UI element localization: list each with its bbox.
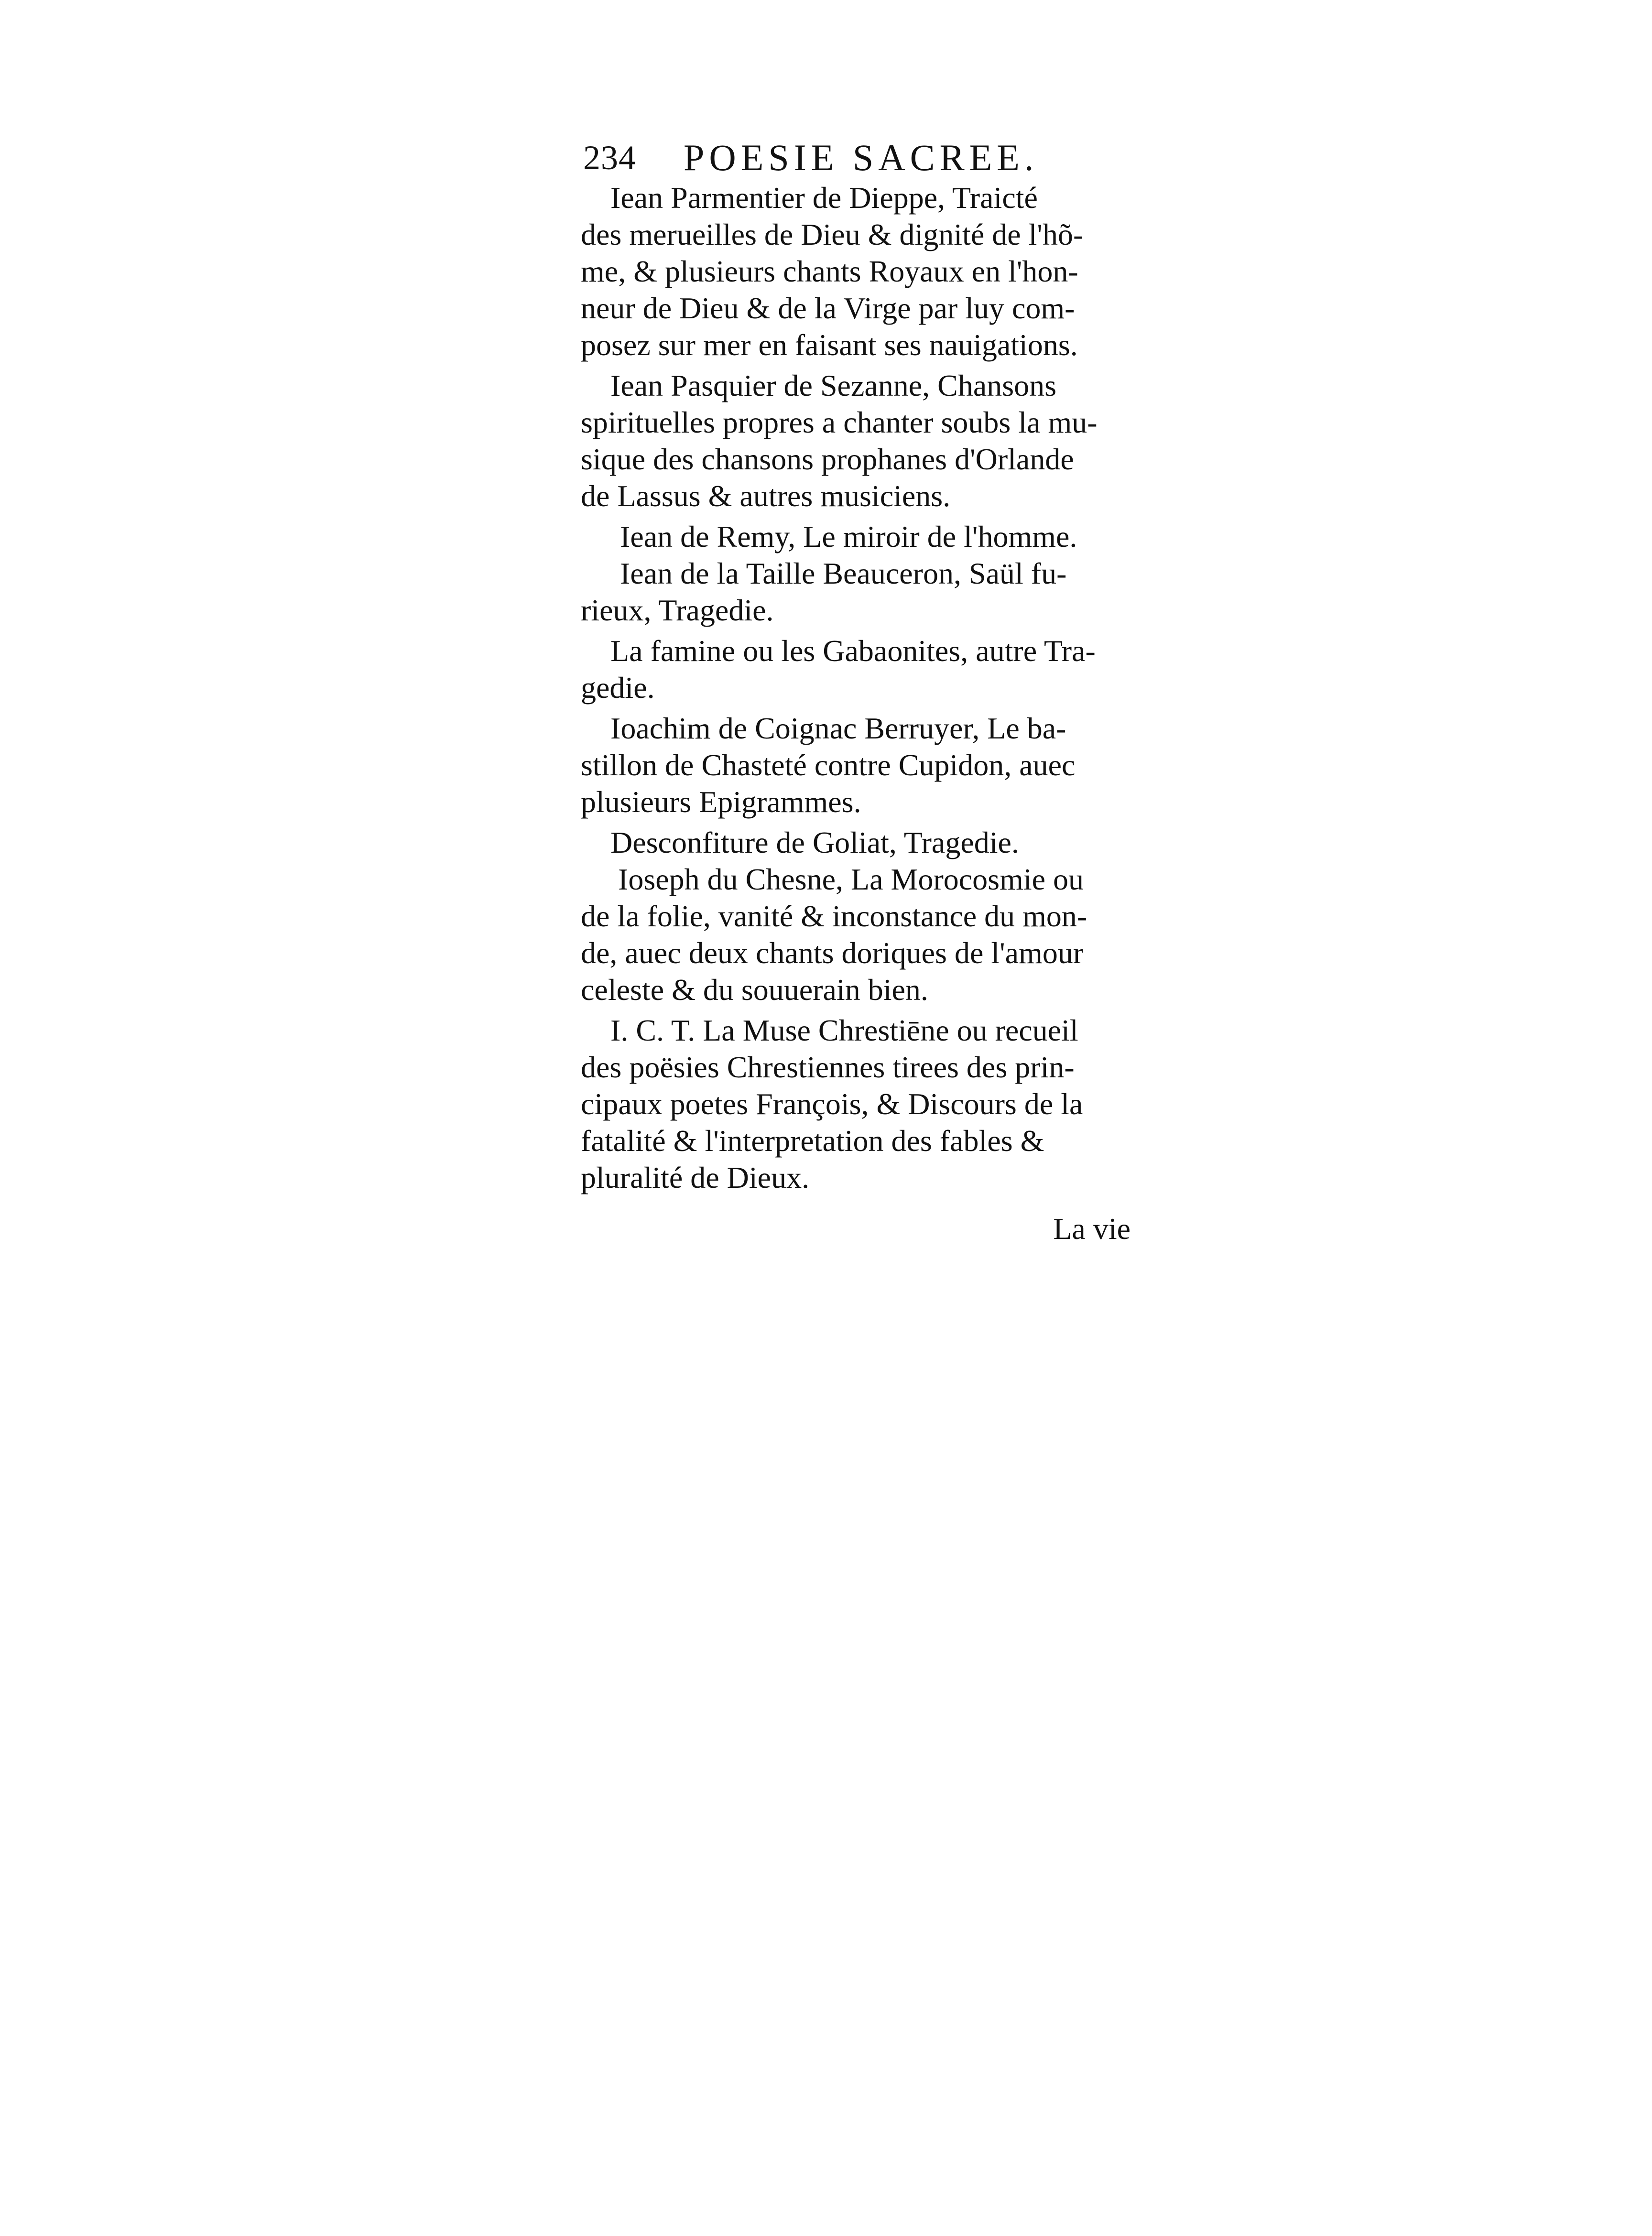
entry-line: sique des chansons prophanes d'Orlande <box>581 442 1074 476</box>
catalog-entry <box>581 555 1130 629</box>
entry-line: gedie. <box>581 671 655 705</box>
entry-line: plusieurs Epigrammes. <box>581 785 861 819</box>
entry-line: Iean de Remy, Le miroir de l'homme. <box>620 520 1077 554</box>
entry-line: pluralité de Dieux. <box>581 1161 810 1194</box>
entry-line: de la folie, vanité & inconstance du mon- <box>581 899 1087 933</box>
entry-line: Desconfiture de Goliat, Tragedie. <box>610 825 1019 859</box>
page-header <box>581 136 1130 179</box>
page-number: 234 <box>583 139 636 177</box>
entry-line: de, auec deux chants doriques de l'amour <box>581 936 1084 970</box>
entry-line: Ioachim de Coignac Berruyer, Le ba- <box>610 711 1066 745</box>
entry-line: Ioseph du Chesne, La Morocosmie ou <box>618 862 1084 896</box>
running-title: POESIE SACREE. <box>684 137 1039 178</box>
entry-line: de Lassus & autres musiciens. <box>581 479 951 513</box>
entry-line: cipaux poetes François, & Discours de la <box>581 1087 1083 1121</box>
catalog-entry <box>581 710 1130 820</box>
text-block <box>581 136 1130 1247</box>
catalog-entry <box>581 632 1130 706</box>
catalog-entry <box>581 861 1130 1008</box>
entry-line: neur de Dieu & de la Virge par luy com- <box>581 291 1075 325</box>
entry-line: La famine ou les Gabaonites, autre Tra- <box>610 634 1096 668</box>
entry-line: posez sur mer en faisant ses nauigations. <box>581 328 1078 362</box>
entry-line: des poësies Chrestiennes tirees des prin- <box>581 1050 1075 1084</box>
catalog-entry <box>581 518 1130 555</box>
entry-line: Iean Pasquier de Sezanne, Chansons <box>610 369 1057 402</box>
catalog-entry <box>581 367 1130 514</box>
catalog-entry <box>581 824 1130 861</box>
entry-line: fatalité & l'interpretation des fables & <box>581 1124 1044 1158</box>
catchword: La vie <box>1053 1212 1130 1246</box>
entry-line: I. C. T. La Muse Chrestiēne ou recueil <box>610 1013 1078 1047</box>
entry-line: me, & plusieurs chants Royaux en l'hon- <box>581 254 1078 288</box>
entry-line: Iean Parmentier de Dieppe, Traicté <box>610 181 1038 215</box>
entry-line: spirituelles propres a chanter soubs la mu- <box>581 405 1098 439</box>
entry-line: stillon de Chasteté contre Cupidon, auec <box>581 748 1076 782</box>
entry-line: Iean de la Taille Beauceron, Saül fu- <box>620 556 1067 590</box>
entry-line: des merueilles de Dieu & dignité de l'hõ- <box>581 217 1084 251</box>
catalog-entry <box>581 1012 1130 1196</box>
catalog-entry <box>581 179 1130 363</box>
entry-line: celeste & du souuerain bien. <box>581 973 928 1007</box>
entry-line: rieux, Tragedie. <box>581 593 774 627</box>
